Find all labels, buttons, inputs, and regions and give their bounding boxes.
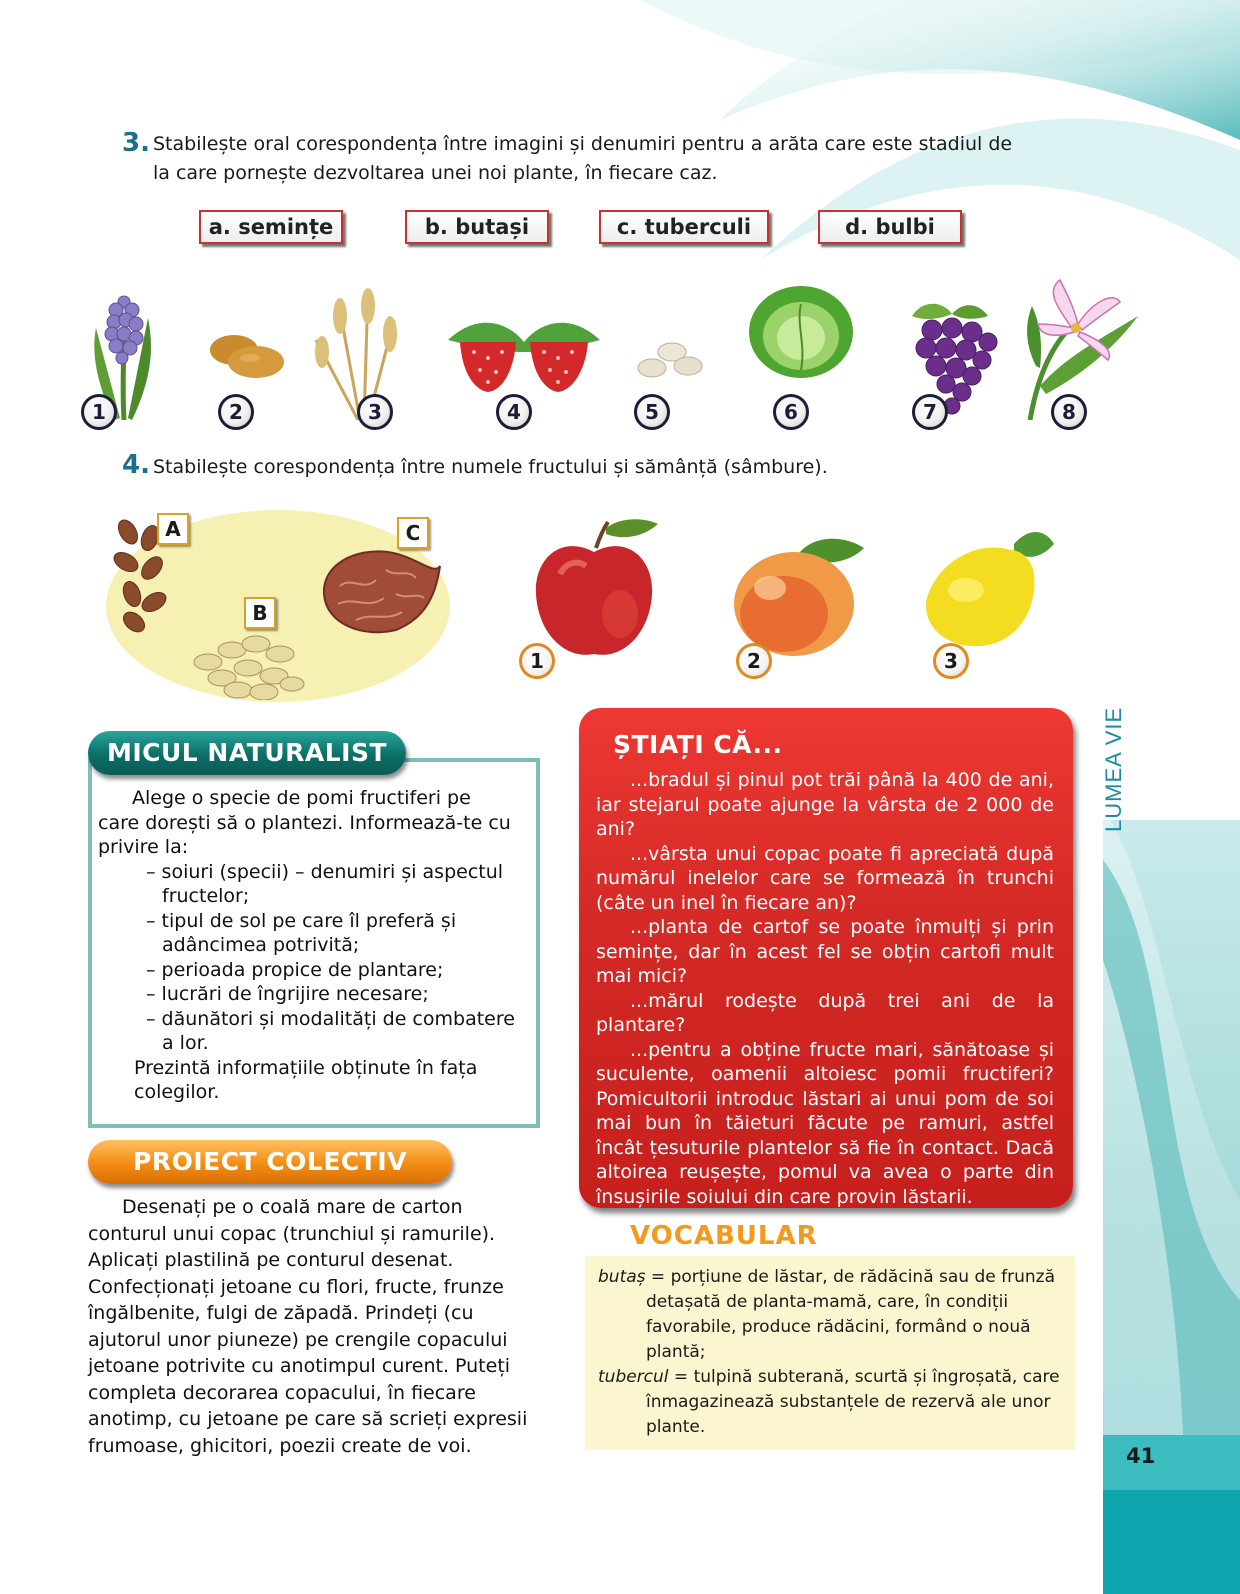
mn-item-2a: – tipul de sol pe care îl preferă și [146, 909, 457, 932]
apple-image [530, 514, 660, 662]
fruit-number-2: 2 [736, 643, 772, 679]
seed-label-b: B [244, 597, 276, 629]
image-number-5: 5 [634, 394, 670, 430]
image-number-1: 1 [81, 394, 117, 430]
pc-line-2: conturul unui copac (trunchiul și ramurile). [88, 1222, 496, 1245]
lemon-seeds-image [190, 632, 308, 700]
cabbage-image [746, 284, 856, 380]
page-number: 41 [1126, 1444, 1156, 1468]
pc-line-5: îngălbenite, fulgi de zăpadă. Prindeți (cu [88, 1302, 474, 1324]
section-label-lumea-vie [1093, 700, 1133, 840]
pc-line-10: frumoase, ghicitori, poezii create de voi. [88, 1434, 472, 1457]
vocabular-def-tubercul: = tulpină subterană, scurtă și îngroșată, care înmagazinează substanțele de rezervă ale unor plante. [646, 1367, 1060, 1437]
mn-item-1b: fructelor; [162, 885, 250, 907]
pc-line-4: Confecționați jetoane cu flori, fructe, frunze [88, 1275, 504, 1298]
proiect-colectiv-title: PROIECT COLECTIV [88, 1140, 452, 1184]
pc-line-6: ajutorul unor piuneze) pe crengile copacului [88, 1328, 508, 1351]
mn-item-5a: – dăunători și modalități de combatere [146, 1007, 515, 1030]
image-number-3: 3 [357, 394, 393, 430]
exercise-4-text: Stabilește corespondența între numele fructului și sămânță (sâmbure). [153, 456, 828, 478]
label-seminte: a. semințe [199, 210, 343, 244]
exercise-3-number: 3. [122, 128, 150, 158]
label-bulbi: d. bulbi [818, 210, 962, 244]
fruit-number-3: 3 [933, 643, 969, 679]
exercise-3-line-1: Stabilește oral corespondența între imagini și denumiri pentru a arăta care este stadiul de [153, 133, 1013, 155]
peach-pit-image [316, 546, 444, 636]
micul-naturalist-text [98, 786, 528, 1105]
vocabular-entry-butas [598, 1265, 1068, 1365]
stiati-ca-fact-3: ...planta de cartof se poate înmulți și prin semințe, dar în acest fel se obțin cartofi mult mai mici? [596, 916, 1054, 987]
vocabular-def-butas: = porțiune de lăstar, de rădăcină sau de frunză detașată de planta-mamă, care, în condiții favorabile, produce rădăcini, formând o nouă plantă; [645, 1267, 1055, 1362]
wheat-image [298, 280, 408, 420]
section-label-text: LUMEA VIE [1101, 706, 1126, 832]
grapes-image [902, 296, 998, 416]
mn-item-5b: a lor. [162, 1032, 209, 1054]
exercise-4-number: 4. [122, 450, 150, 480]
vocabular-entry-tubercul [598, 1365, 1068, 1440]
mn-item-3: – perioada propice de plantare; [146, 958, 444, 981]
proiect-colectiv-text [88, 1194, 558, 1459]
image-number-7: 7 [912, 394, 948, 430]
mn-item-2b: adâncimea potrivită; [162, 934, 360, 956]
micul-naturalist-title: MICUL NATURALIST [88, 731, 406, 775]
stiati-ca-fact-2: ...vârsta unui copac poate fi apreciată după numărul inelelor care se formează în trunchi (câte un inel în fiecare an)? [596, 842, 1054, 914]
fruit-number-1: 1 [519, 643, 555, 679]
potato-image [206, 330, 286, 380]
image-number-8: 8 [1051, 394, 1087, 430]
mn-intro-3: privire la: [98, 836, 189, 858]
mn-item-4: – lucrări de îngrijire necesare; [146, 983, 429, 1005]
vocabular-term-tubercul: tubercul [598, 1367, 669, 1387]
seed-label-c: C [397, 517, 429, 549]
vocabular-title: VOCABULAR [630, 1221, 818, 1251]
pc-line-1: Desenați pe o coală mare de carton [122, 1196, 463, 1218]
beans-image [636, 340, 708, 380]
image-number-2: 2 [218, 394, 254, 430]
stiati-ca-fact-1: ...bradul și pinul pot trăi până la 400 de ani, iar stejarul poate ajunge la vârsta de 2 000 de ani? [596, 769, 1054, 840]
image-number-6: 6 [773, 394, 809, 430]
pc-line-3: Aplicați plastilină pe conturul desenat. [88, 1249, 454, 1271]
stiati-ca-title: ȘTIAȚI CĂ... [613, 730, 783, 759]
image-number-4: 4 [496, 394, 532, 430]
mn-outro-1: Prezintă informațiile obținute în fața [134, 1056, 478, 1079]
stiati-ca-text [596, 768, 1054, 1209]
label-butasi: b. butași [405, 210, 549, 244]
pc-line-9: anotimp, cu jetoane pe care să scrieți expresii [88, 1408, 528, 1430]
mn-intro-1: Alege o specie de pomi fructiferi pe [132, 787, 471, 809]
exercise-3-text [153, 130, 1053, 188]
peach-image [730, 530, 866, 658]
vocabular-term-butas: butaș [598, 1267, 646, 1287]
lemon-image [920, 520, 1056, 652]
pc-line-7: jetoane potrivite cu anotimpul curent. Puteți [88, 1355, 511, 1377]
vocabular-text [598, 1265, 1068, 1440]
stiati-ca-fact-5: ...pentru a obține fructe mari, sănătoase și suculente, oamenii altoiesc pomii fructiferi? Pomicultorii introduc lăstari ai unui pom de soi mai bun în tăieturi făcute pe ramuri, astfel încât țesuturile plantelor să fie în contact. Dacă altoirea reușește, pomul va avea o parte din însușirile soiului din care provin lăstarii. [596, 1038, 1054, 1208]
mn-item-1a: – soiuri (specii) – denumiri și aspectul [146, 860, 504, 883]
pc-line-8: completa decorarea copacului, în fiecare [88, 1381, 476, 1404]
mn-outro-2: colegilor. [134, 1081, 220, 1103]
exercise-3-line-2: la care pornește dezvoltarea unei noi plante, în fiecare caz. [153, 162, 718, 184]
stiati-ca-fact-4: ...mărul rodește după trei ani de la plantare? [596, 989, 1054, 1036]
mn-intro-2: care dorești să o plantezi. Informează-te cu [98, 811, 511, 834]
strawberries-image [448, 312, 600, 396]
seed-label-a: A [157, 513, 189, 545]
label-tuberculi: c. tuberculi [599, 210, 769, 244]
